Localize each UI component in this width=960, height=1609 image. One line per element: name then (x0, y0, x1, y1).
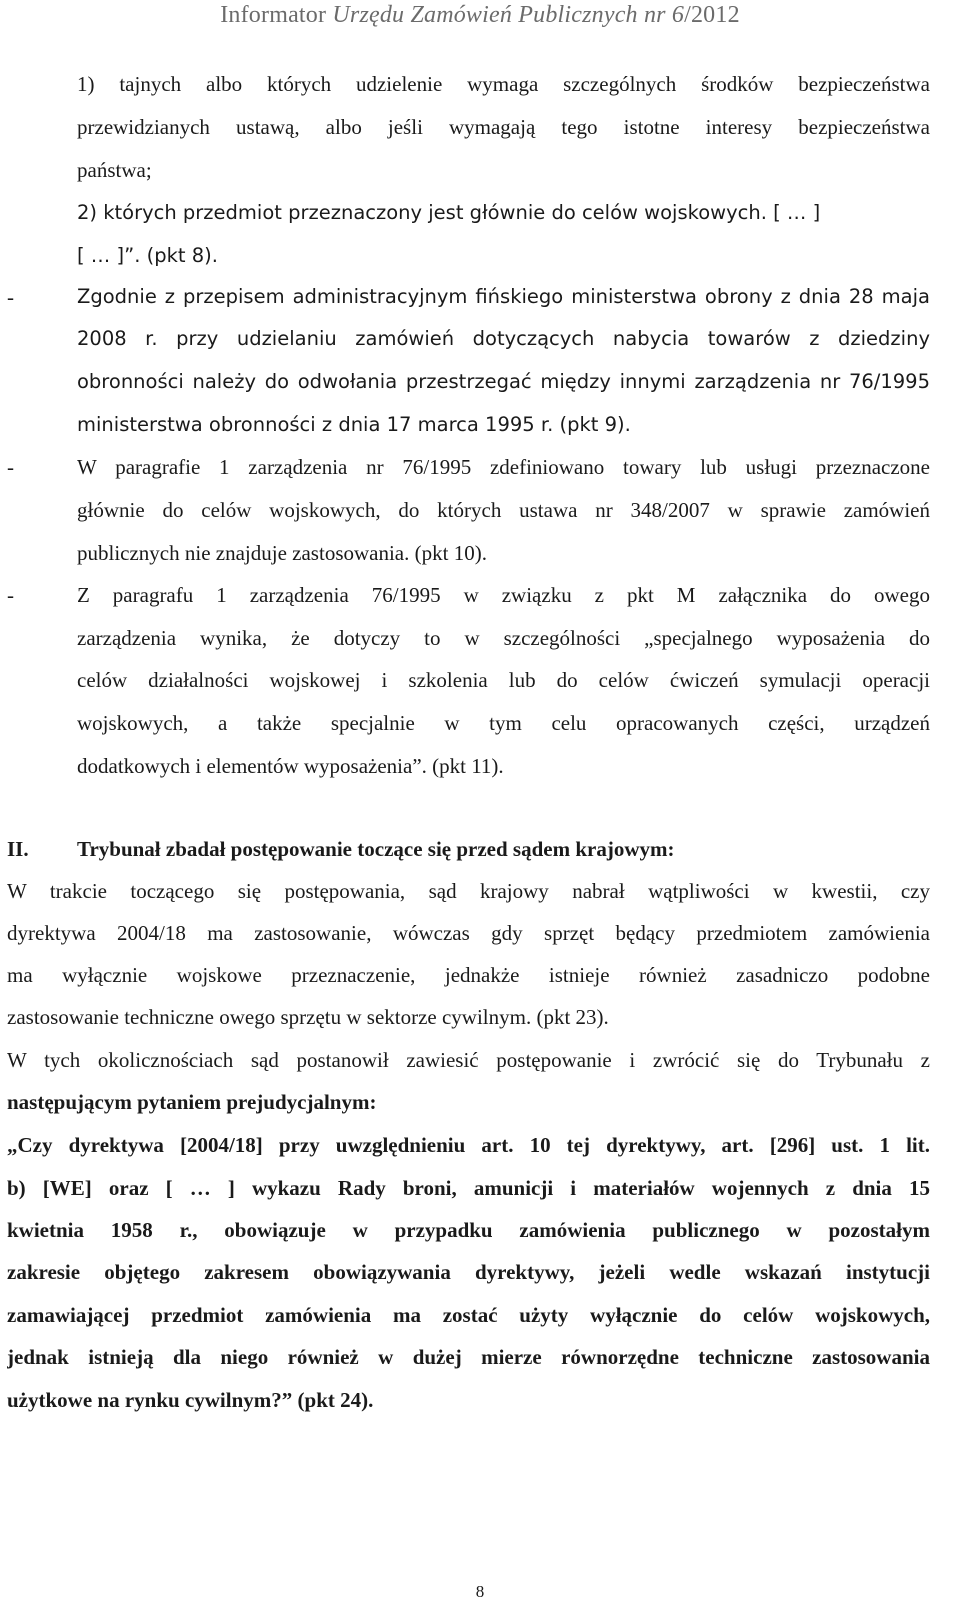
bullet-dash: - (7, 583, 14, 607)
question-line-4: zakresie objętego zakresem obowiązywania dyrektywy, jeżeli wedle wskazań instytucji (7, 1260, 930, 1284)
question-line-6: jednak istnieją dla niego również w dużej mierze równorzędne techniczne zastosowania (7, 1345, 930, 1369)
paragraph-1-line-1: W trakcie toczącego się postępowania, sąd krajowy nabrał wątpliwości w kwestii, czy (7, 879, 930, 903)
section-numeral: II. (7, 837, 29, 861)
bullet-1-line-3: obronności należy do odwołania przestrzegać między innymi zarządzenia nr 76/1995 (77, 370, 930, 393)
question-line-2: b) [WE] oraz [ … ] wykazu Rady broni, amunicji i materiałów wojennych z dnia 15 (7, 1176, 930, 1200)
paragraph-1-line-2: dyrektywa 2004/18 ma zastosowanie, wówczas gdy sprzęt będący przedmiotem zamówienia (7, 921, 930, 945)
question-line-1: „Czy dyrektywa [2004/18] przy uwzględnieniu art. 10 tej dyrektywy, art. [296] ust. 1 lit. (7, 1133, 930, 1157)
bullet-dash: - (7, 285, 14, 309)
item-1-line-2: przewidzianych ustawą, albo jeśli wymagają tego istotne interesy bezpieczeństwa (77, 115, 930, 139)
bullet-2-line-3: publicznych nie znajduje zastosowania. (pkt 10). (77, 541, 487, 565)
item-2-line-2: [ … ]”. (pkt 8). (77, 244, 218, 267)
question-line-5: zamawiającej przedmiot zamówienia ma zostać użyty wyłącznie do celów wojskowych, (7, 1303, 930, 1327)
bullet-2-line-2: głównie do celów wojskowych, do których ustawa nr 348/2007 w sprawie zamówień (77, 498, 930, 522)
question-line-3: kwietnia 1958 r., obowiązuje w przypadku zamówienia publicznego w pozostałym (7, 1218, 930, 1242)
bullet-3-line-2: zarządzenia wynika, że dotyczy to w szczególności „specjalnego wyposażenia do (77, 626, 930, 650)
header-prefix: Informator (220, 2, 333, 28)
bullet-1-line-4: ministerstwa obronności z dnia 17 marca 1995 r. (pkt 9). (77, 413, 631, 436)
header-issue: /2012 (684, 2, 740, 28)
section-heading: Trybunał zbadał postępowanie toczące się przed sądem krajowym: (77, 837, 675, 861)
header-title: Urzędu Zamówień Publicznych nr 6 (332, 2, 685, 28)
bullet-1-line-1: Zgodnie z przepisem administracyjnym fińskiego ministerstwa obrony z dnia 28 maja (77, 285, 930, 308)
bullet-3-line-3: celów działalności wojskowej i szkolenia lub do celów ćwiczeń symulacji operacji (77, 668, 930, 692)
bullet-2-line-1: W paragrafie 1 zarządzenia nr 76/1995 zdefiniowano towary lub usługi przeznaczone (77, 455, 930, 479)
paragraph-1-line-3: ma wyłącznie wojskowe przeznaczenie, jednakże istnieje również zasadniczo podobne (7, 963, 930, 987)
running-header (0, 2, 960, 29)
paragraph-2-line-1: W tych okolicznościach sąd postanowił zawiesić postępowanie i zwrócić się do Trybunału z (7, 1048, 930, 1072)
question-line-7: użytkowe na rynku cywilnym?” (pkt 24). (7, 1388, 374, 1412)
bullet-3-line-4: wojskowych, a także specjalnie w tym celu opracowanych części, urządzeń (77, 711, 930, 735)
bullet-dash: - (7, 455, 14, 479)
item-1-line-3: państwa; (77, 158, 152, 182)
bullet-1-line-2: 2008 r. przy udzielaniu zamówień dotyczących nabycia towarów z dziedziny (77, 327, 930, 350)
page-number: 8 (475, 1582, 485, 1601)
item-1-line-1: 1) tajnych albo których udzielenie wymaga szczególnych środków bezpieczeństwa (77, 72, 930, 96)
paragraph-2-line-2: następującym pytaniem prejudycjalnym: (7, 1090, 377, 1114)
bullet-3-line-1: Z paragrafu 1 zarządzenia 76/1995 w związku z pkt M załącznika do owego (77, 583, 930, 607)
paragraph-1-line-4: zastosowanie techniczne owego sprzętu w sektorze cywilnym. (pkt 23). (7, 1005, 609, 1029)
item-2-line-1: 2) których przedmiot przeznaczony jest głównie do celów wojskowych. [ … ] (77, 201, 821, 224)
bullet-3-line-5: dodatkowych i elementów wyposażenia”. (pkt 11). (77, 754, 504, 778)
